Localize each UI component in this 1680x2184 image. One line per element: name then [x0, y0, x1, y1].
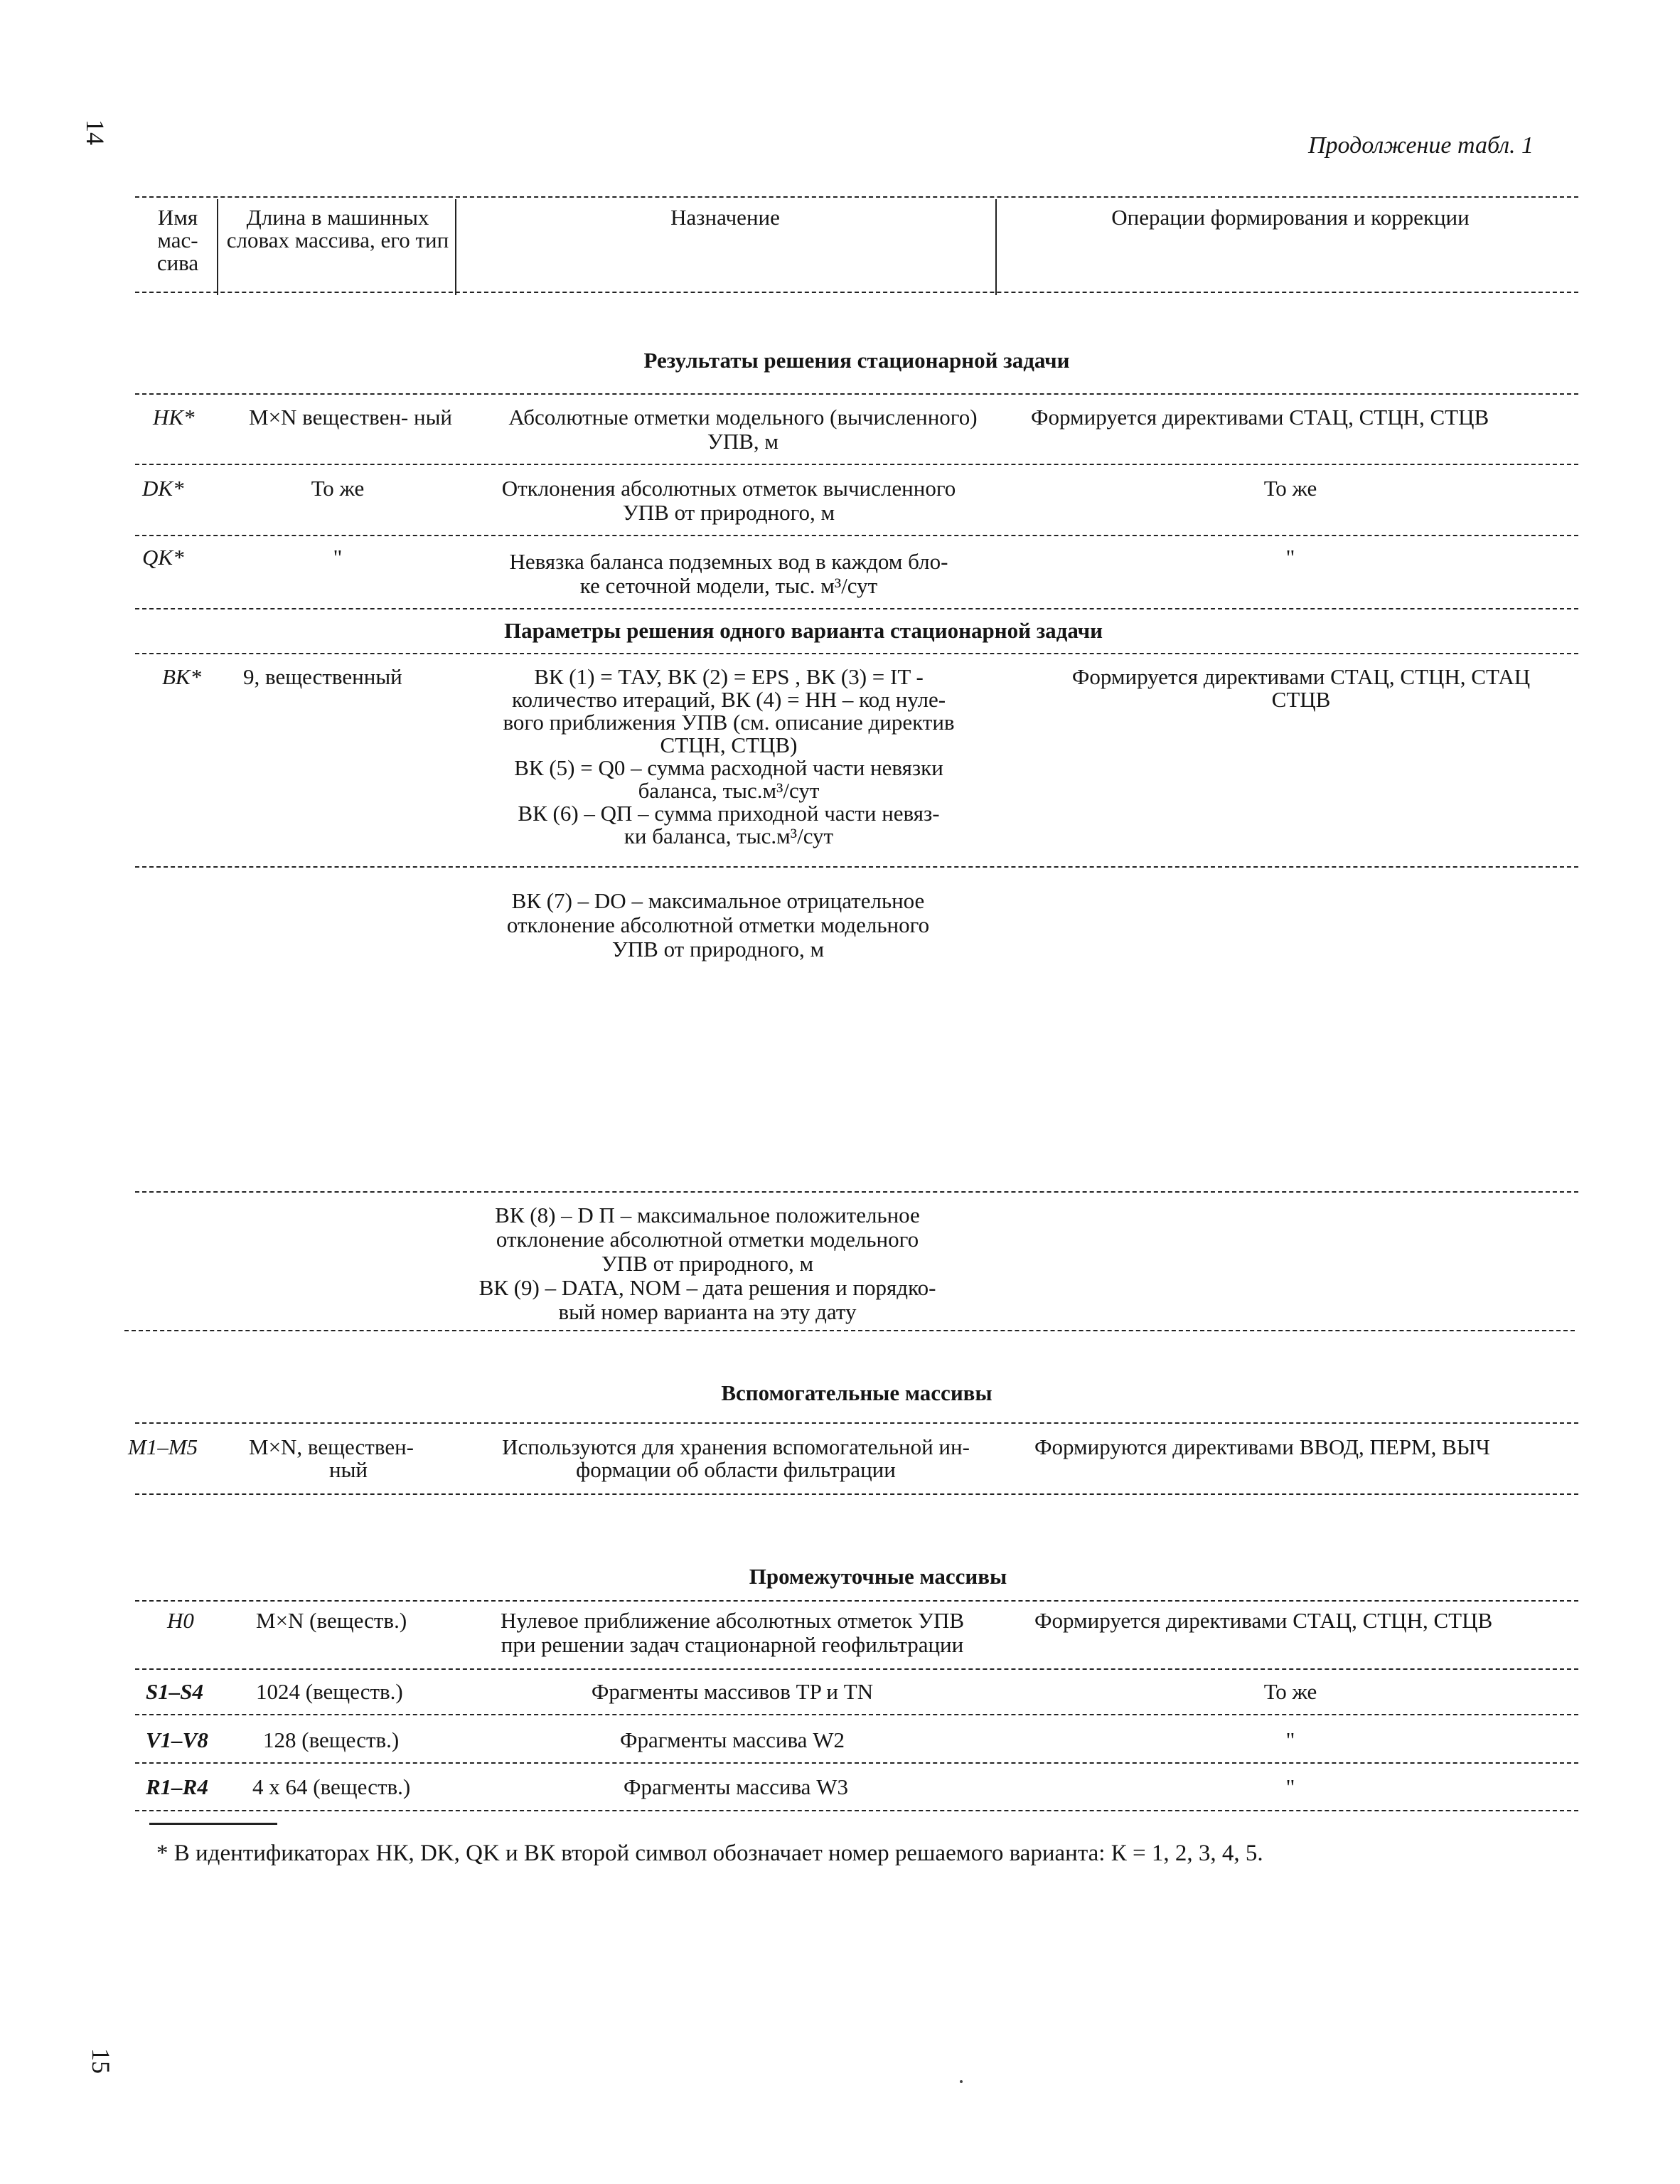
- row-hk-ops: Формируется директивами СТАЦ, СТЦН, СТЦВ: [1031, 405, 1489, 430]
- row-bk-purpose-line4: СТЦН, СТЦВ): [660, 733, 798, 757]
- speck-mark: [960, 2080, 963, 2083]
- row-bk7-line2: отклонение абсолютной отметки модельного: [506, 912, 930, 937]
- row-bk-ops-line2: СТЦВ: [1271, 687, 1331, 712]
- row-bk-purpose-line2: количество итераций, ВК (4) = НН – код нуле-: [511, 687, 946, 712]
- row-qk-purpose-line2: ке сеточной модели, тыс. м³/сут: [579, 573, 878, 598]
- left-page-number: 14: [81, 119, 109, 145]
- footnote-rule: [149, 1823, 277, 1825]
- row-m-ops: Формируются директивами ВВОД, ПЕРМ, ВЫЧ: [1034, 1434, 1490, 1459]
- row-bk-purpose-line6: баланса, тыс.м³/сут: [638, 778, 820, 803]
- row-bk7-line3: УПВ от природного, м: [611, 937, 825, 962]
- row-h0-purpose-line1: Нулевое приближение абсолютных отметок УПВ: [500, 1608, 965, 1633]
- row-bk9-line1: ВК (9) – DATA, NOM – дата решения и порядко-: [478, 1275, 936, 1300]
- row-hk-name: НК*: [153, 405, 195, 430]
- row-qk-purpose-line1: Невязка баланса подземных вод в каждом бло-: [509, 549, 948, 574]
- row-h0-purpose-line2: при решении задач стационарной геофильтрации: [501, 1632, 964, 1657]
- row-h0-ops: Формируется директивами СТАЦ, СТЦН, СТЦВ: [1034, 1608, 1493, 1633]
- row-bk8-line1: ВК (8) – D П – максимальное положительное: [495, 1203, 920, 1227]
- row-v-purpose: Фрагменты массива W2: [620, 1727, 845, 1752]
- row-dk-length: То же: [311, 476, 365, 501]
- row-v-name: V1–V8: [146, 1727, 208, 1752]
- section-params: Параметры решения одного варианта стационарной задачи: [504, 618, 1103, 643]
- row-hk-length: M×N веществен- ный: [249, 405, 452, 430]
- row-m-length-line1: M×N, веществен-: [249, 1434, 414, 1459]
- row-h0-length: M×N (веществ.): [256, 1608, 407, 1633]
- row-bk8-line2: отклонение абсолютной отметки модельного: [496, 1227, 919, 1252]
- row-qk-name: QK*: [142, 545, 184, 570]
- row-bk-length: 9, вещественный: [243, 664, 402, 689]
- row-bk7-line1: ВК (7) – DО – максимальное отрицательное: [511, 888, 925, 913]
- right-page-number: 15: [87, 2048, 115, 2074]
- row-bk-purpose-line5: ВК (5) = Q0 – сумма расходной части невязки: [514, 755, 943, 780]
- row-bk-purpose-line7: ВК (6) – QП – сумма приходной части невяз-: [518, 801, 940, 826]
- section-stationary-results: Результаты решения стационарной задачи: [643, 348, 1070, 373]
- row-dk-ops: То же: [1263, 476, 1317, 501]
- row-hk-purpose-line1: Абсолютные отметки модельного (вычисленного): [508, 405, 978, 430]
- row-hk-purpose-line2: УПВ, м: [707, 429, 779, 454]
- row-dk-purpose-line2: УПВ от природного, м: [622, 500, 835, 525]
- row-bk9-line2: вый номер варианта на эту дату: [558, 1299, 857, 1324]
- row-m-purpose-line2: формации об области фильтрации: [576, 1457, 896, 1482]
- row-qk-length: ": [333, 545, 343, 570]
- continuation-label: Продолжение табл. 1: [1308, 132, 1534, 159]
- row-dk-purpose-line1: Отклонения абсолютных отметок вычисленного: [501, 476, 956, 501]
- header-name-column: Имя мас- сива: [156, 205, 199, 275]
- row-s-purpose: Фрагменты массивов TP и TN: [591, 1679, 874, 1704]
- header-ops-column: Операции формирования и коррекции: [1111, 205, 1470, 230]
- row-bk-purpose-line8: ки баланса, тыс.м³/сут: [624, 824, 834, 848]
- row-bk8-line3: УПВ от природного, м: [601, 1251, 814, 1276]
- row-r-name: R1–R4: [146, 1774, 208, 1799]
- row-r-ops: ": [1285, 1774, 1295, 1799]
- row-h0-name: Н0: [167, 1608, 194, 1633]
- row-bk-name: ВК*: [162, 664, 202, 689]
- row-s-name: S1–S4: [146, 1679, 203, 1704]
- row-bk-purpose-line1: ВК (1) = ТАУ, ВК (2) = EPS , ВК (3) = IT -: [534, 664, 924, 689]
- header-length-column: Длина в машинных словах массива, его тип: [226, 205, 449, 252]
- row-bk-ops-line1: Формируется директивами СТАЦ, СТЦН, СТАЦ: [1071, 664, 1531, 689]
- row-v-length: 128 (веществ.): [263, 1727, 400, 1752]
- row-dk-name: DК*: [142, 476, 184, 501]
- row-r-purpose: Фрагменты массива W3: [624, 1774, 848, 1799]
- row-s-ops: То же: [1263, 1679, 1317, 1704]
- row-bk-purpose-line3: вого приближения УПВ (см. описание директив: [503, 710, 955, 735]
- row-m-purpose-line1: Используются для хранения вспомогательной ин-: [502, 1434, 970, 1459]
- row-s-length: 1024 (веществ.): [256, 1679, 403, 1704]
- row-v-ops: ": [1285, 1727, 1295, 1752]
- header-purpose-column: Назначение: [670, 205, 780, 230]
- row-r-length: 4 x 64 (веществ.): [252, 1774, 411, 1799]
- section-aux: Вспомогательные массивы: [721, 1380, 993, 1405]
- row-m-name: M1–M5: [128, 1434, 198, 1459]
- row-qk-ops: ": [1285, 545, 1295, 570]
- section-intermediate: Промежуточные массивы: [749, 1564, 1007, 1589]
- row-m-length-line2: ный: [328, 1457, 368, 1482]
- footnote: * В идентификаторах НК, DK, QK и ВК второй символ обозначает номер решаемого варианта: К = 1, 2, 3, 4, 5.: [156, 1841, 1263, 1866]
